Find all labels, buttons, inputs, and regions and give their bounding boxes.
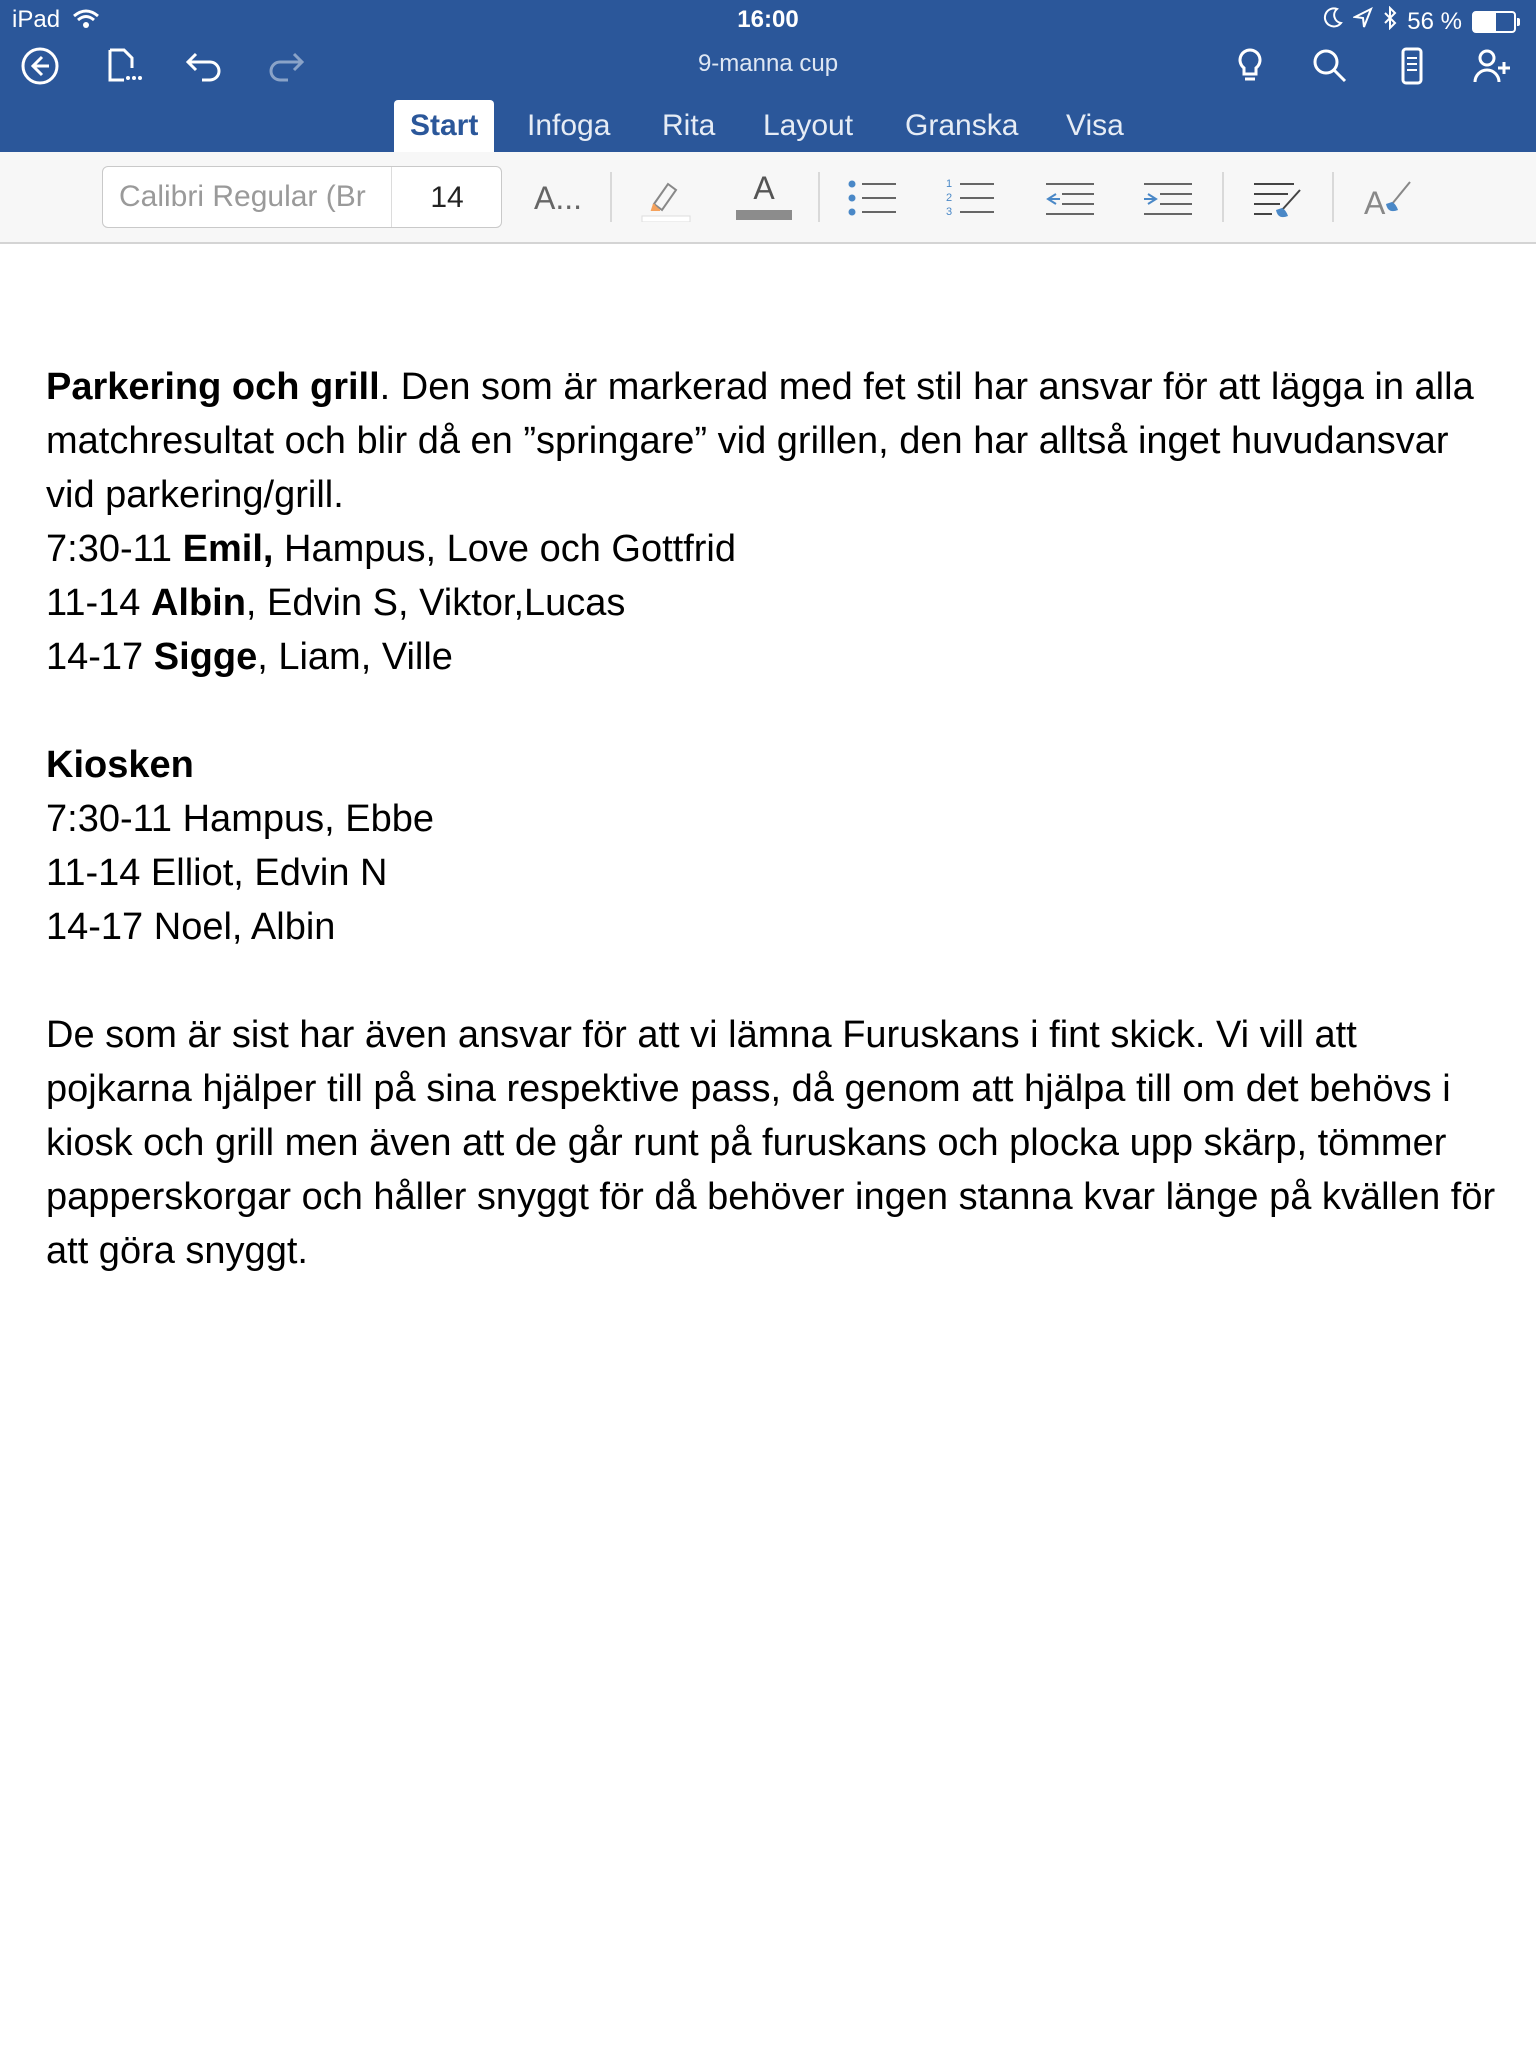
status-bar	[0, 0, 1536, 40]
grill-row	[46, 522, 1496, 576]
parking-heading: Parkering och grill	[46, 366, 380, 408]
svg-text:2: 2	[946, 192, 953, 204]
svg-text:1: 1	[946, 178, 953, 190]
styles-brush-icon	[1250, 174, 1306, 222]
kiosk-heading	[46, 738, 1496, 792]
shift-time: 7:30-11	[46, 528, 183, 570]
device-label: iPad	[12, 6, 61, 33]
numbering-button[interactable]	[940, 170, 1004, 226]
parking-paragraph	[46, 360, 1496, 522]
grill-row	[46, 630, 1496, 684]
shift-time: 11-14	[46, 582, 151, 624]
tab-rita[interactable]: Rita	[662, 109, 716, 142]
kiosk-row: 7:30-11 Hampus, Ebbe	[46, 798, 434, 840]
battery-fill	[1474, 13, 1496, 31]
bluetooth-icon	[1383, 6, 1397, 37]
toolbar-divider	[1332, 172, 1334, 222]
blank-line	[46, 954, 1496, 1008]
kiosk-heading-text: Kiosken	[46, 744, 194, 786]
decrease-indent-button[interactable]	[1038, 170, 1102, 226]
more-formatting-button[interactable]	[526, 170, 590, 226]
indent-icon	[1140, 174, 1196, 222]
shift-members: Hampus, Love och Gottfrid	[273, 528, 736, 570]
moon-icon	[1323, 7, 1343, 36]
outdent-icon	[1042, 174, 1098, 222]
clear-formatting-button[interactable]	[1356, 170, 1420, 226]
font-color-button[interactable]	[732, 170, 796, 226]
app-header	[0, 0, 1536, 152]
document-title: 9-manna cup	[697, 50, 839, 77]
status-time: 16:00	[737, 6, 799, 33]
svg-text:3: 3	[946, 206, 953, 218]
document-body[interactable]	[46, 360, 1496, 1278]
shift-members: , Edvin S, Viktor,Lucas	[245, 582, 626, 624]
toolbar-divider	[1222, 172, 1224, 222]
tell-me-button[interactable]	[1226, 42, 1274, 90]
tab-layout[interactable]: Layout	[763, 109, 854, 142]
toolbar-divider	[610, 172, 612, 222]
format-brush-icon	[1360, 174, 1416, 222]
kiosk-row: 14-17 Noel, Albin	[46, 906, 336, 948]
shift-lead: Sigge	[153, 636, 258, 678]
battery-percent: 56 %	[1407, 7, 1462, 35]
svg-text:A: A	[1364, 185, 1386, 221]
font-name-field[interactable]: Calibri Regular (Br	[119, 180, 366, 213]
increase-indent-button[interactable]	[1136, 170, 1200, 226]
blank-line	[46, 684, 1496, 738]
mobile-view-button[interactable]	[1388, 42, 1436, 90]
shift-lead: Albin	[150, 582, 246, 624]
tab-granska[interactable]: Granska	[905, 109, 1019, 142]
highlighter-icon	[638, 174, 694, 222]
font-color-swatch	[736, 210, 792, 220]
format-toolbar	[0, 152, 1536, 244]
bullet-list-icon	[846, 174, 902, 222]
numbered-list-icon	[944, 174, 1000, 222]
ribbon-tabs	[0, 100, 1536, 152]
font-size-field[interactable]: 14	[391, 167, 502, 227]
location-icon	[1353, 7, 1373, 36]
kiosk-row: 11-14 Elliot, Edvin N	[46, 852, 388, 894]
search-icon	[1310, 46, 1350, 86]
shift-lead: Emil,	[182, 528, 274, 570]
shift-time: 14-17	[46, 636, 154, 678]
font-picker	[102, 166, 502, 228]
lightbulb-icon	[1230, 46, 1270, 86]
paragraph-styles-button[interactable]	[1246, 170, 1310, 226]
parking-intro: . Den som är markerad med fet stil har ansvar för att lägga in alla matchresultat och blir då en ”springare” vid grillen, den har alltså inget huvudansvar vid parkering/grill.	[46, 366, 1474, 516]
status-right	[1323, 6, 1516, 37]
battery-icon	[1472, 11, 1516, 33]
grill-row	[46, 576, 1496, 630]
highlight-button[interactable]	[634, 170, 698, 226]
shift-members: , Liam, Ville	[257, 636, 453, 678]
more-formatting-label: A...	[533, 179, 582, 216]
tab-visa[interactable]: Visa	[1066, 109, 1124, 142]
share-button[interactable]	[1468, 42, 1516, 90]
bullets-button[interactable]	[842, 170, 906, 226]
font-color-icon	[736, 170, 792, 222]
share-person-icon	[1472, 46, 1512, 86]
search-button[interactable]	[1306, 42, 1354, 90]
toolbar-divider	[818, 172, 820, 222]
font-color-label: A	[753, 170, 775, 206]
phone-layout-icon	[1392, 46, 1432, 86]
tab-infoga[interactable]: Infoga	[527, 109, 611, 142]
tab-start[interactable]: Start	[394, 100, 494, 152]
closing-paragraph: De som är sist har även ansvar för att vi lämna Furuskans i fint skick. Vi vill att pojkarna hjälper till på sina respektive pass, då genom att hjälpa till om det behövs i kiosk och grill men även att de går runt på furuskans och plocka upp skärp, tömmer papperskorgar och håller snyggt för då behöver ingen stanna kvar länge på kvällen för att göra snyggt.	[46, 1014, 1496, 1272]
